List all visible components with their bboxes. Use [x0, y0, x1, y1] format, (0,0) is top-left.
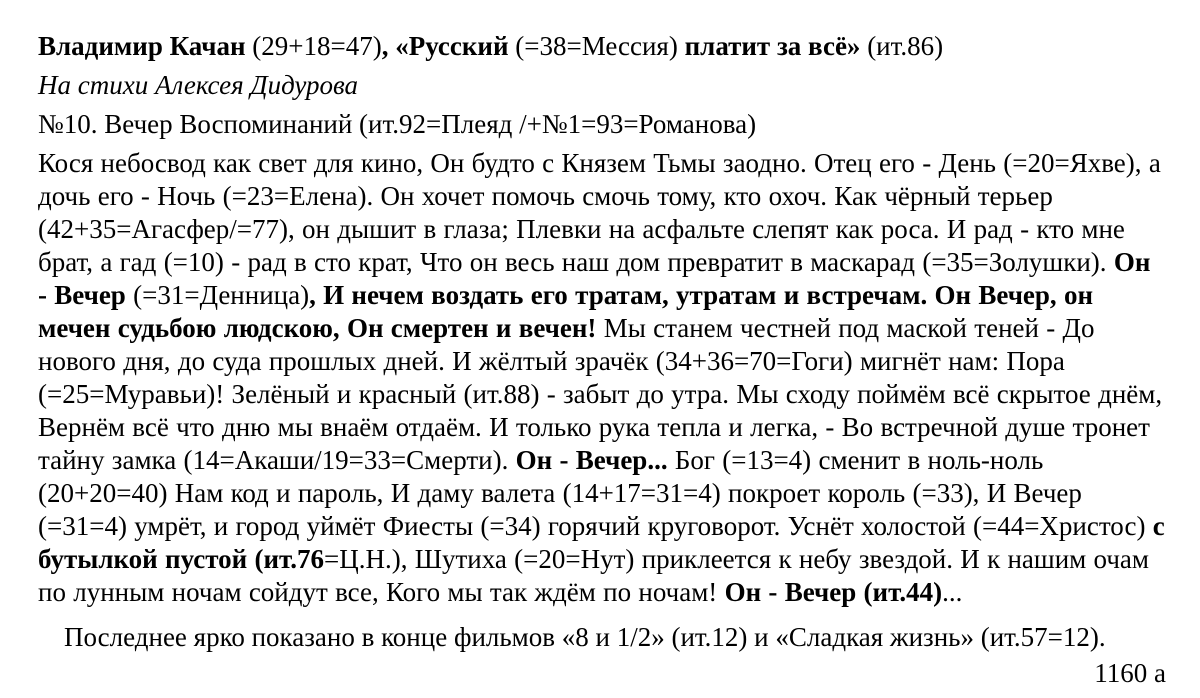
text-run: Он - Вечер [38, 247, 1151, 310]
text-run: (=31=Денница) [125, 280, 310, 310]
lyrics-paragraph [38, 147, 1166, 609]
text-run: Он - Вечер... [515, 445, 668, 475]
text-run: Бог (=13=4) сменит в ноль-ноль (20+20=40) Нам код и пароль, И даму валета (14+17=31=4) покроет король (=33), И Вечер (=31=4) умрёт, и город уймёт Фиесты (=34) горячий круговорот. Уснёт холостой (=44=Христос) [38, 445, 1153, 541]
song-title: №10. Вечер Воспоминаний (ит.92=Плеяд /+№1=93=Романова) [38, 109, 757, 139]
text-run: Он - Вечер (ит.44) [724, 577, 943, 607]
page-number: 1160 a [1094, 658, 1166, 688]
text-run: Владимир Качан [38, 31, 246, 61]
text-run: Мы станем честней под маской теней - До нового дня, до суда прошлых дней. И жёлтый зрачёк (34+36=70=Гоги) мигнёт нам: Пора (=25=Муравьи)! Зелёный и красный (ит.88) - забыт до утра. Мы сходу поймём всё скрытое днём, Вернём всё что дню мы внаём отдаём. И только рука тепла и легка, - Во встречной душе тронет тайну замка (14=Акаши/19=33=Смерти). [38, 313, 1163, 475]
text-run: Кося небосвод как свет для кино, Он будто с Князем Тьмы заодно. Отец его - День (=20=Яхве), а дочь его - Ночь (=23=Елена). Он хочет помочь смочь тому, кто охоч. Как чёрный терьер (42+35=Агасфер/=77), он дышит в глаза; Плевки на асфальте слепят как роса. И рад - кто мне брат, а гад (=10) - рад в сто крат, Что он весь наш дом превратит в маскарад (=35=Золушки). [38, 148, 1161, 277]
text-run: (ит.86) [860, 31, 944, 61]
text-run: платит за всё» [684, 31, 861, 61]
document-subtitle: На стихи Алексея Дидурова [38, 70, 359, 100]
text-run: (=38=Мессия) [508, 31, 685, 61]
text-run: ... [942, 577, 963, 607]
document-title [38, 30, 1166, 63]
closing-note: Последнее ярко показано в конце фильмов «8 и 1/2» (ит.12) и «Сладкая жизнь» (ит.57=12). [64, 622, 1106, 652]
text-run: , «Русский [381, 31, 509, 61]
text-run: , И нечем воздать его тратам, утратам и встречам. Он Вечер, он мечен судьбою людскою, Он смертен и вечен! [38, 280, 1094, 343]
text-run: =Ц.Н.), Шутиха (=20=Нут) приклеется к небу звездой. И к нашим очам по лунным ночам сойдут все, Кого мы так ждём по ночам! [38, 544, 1149, 607]
text-run: с бутылкой пустой (ит.76 [38, 511, 1165, 574]
text-run: (29+18=47) [245, 31, 382, 61]
